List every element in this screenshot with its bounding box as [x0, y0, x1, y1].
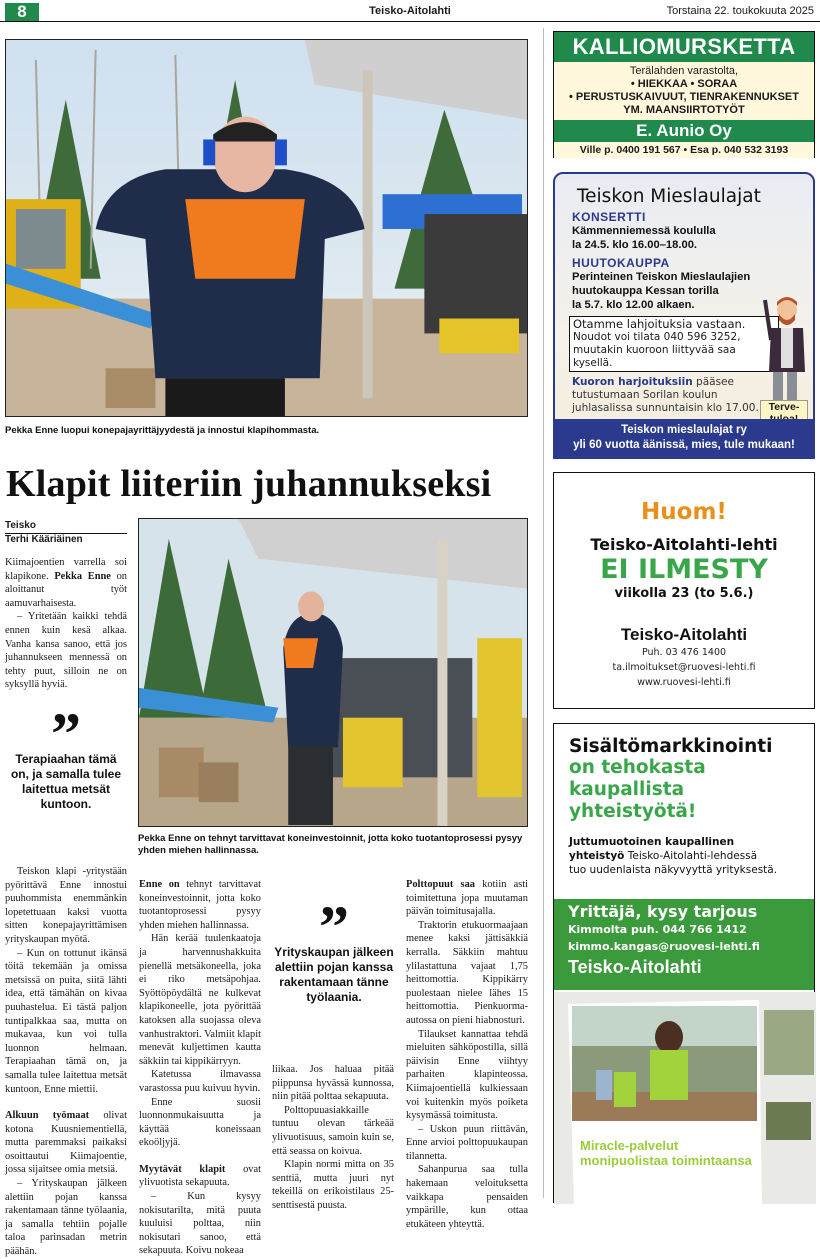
ad-kalliomursketta[interactable]: [553, 31, 815, 158]
ad-phone: Kimmolta puh. 044 766 1412: [568, 923, 747, 936]
article-headline: Klapit liiteriin juhannukseksi: [6, 463, 492, 505]
notice-week: viikolla 23 (to 5.6.): [614, 586, 754, 601]
notice-not-published: EI ILMESTY: [600, 554, 768, 585]
ad-line: • PERUSTUSKAIVUUT, TIENRAKENNUKSET: [569, 91, 799, 103]
sample-article-thumbnail: [554, 992, 814, 1204]
body-column-1: [5, 865, 127, 1259]
ad-body: Juttumuotoinen kaupallinen yhteistyö Teisko-Aitolahti-lehdessä tuo uudenlaista näkyvyyttä yrityksestä.: [569, 836, 778, 876]
practice-info: Kuoron harjoituksiin pääsee tutustumaan Sorilan koulun juhlasalissa sunnuntaisin klo 17.00.: [572, 376, 759, 414]
ad-title: KALLIOMURSKETTA: [554, 32, 814, 62]
page-number: 8: [5, 3, 39, 21]
issue-date: Torstaina 22. toukokuuta 2025: [666, 5, 814, 17]
sample-headline: Miracle-palvelut monipuolistaa toimintaansa: [580, 1138, 752, 1168]
notice-paper: Teisko-Aitolahti-lehti: [590, 535, 778, 554]
ad-subtitle: yhteistyötä!: [569, 801, 697, 822]
ad-contact-band: [554, 899, 814, 990]
donation-box: [569, 316, 779, 372]
paragraph: – Uskon puun riittävän, Enne arvioi polttopuukaupan tilannetta.: [406, 1123, 528, 1162]
paper-logo: Teisko-Aitolahti: [620, 625, 748, 644]
quote-mark-icon: ”: [319, 894, 349, 960]
ad-line: Noudot voi tilata 040 596 3252,: [573, 331, 741, 343]
man-with-ear-protectors-image: [6, 40, 527, 416]
pull-quote-1: [5, 701, 127, 812]
top-photo-caption: Pekka Enne luopui konepajayrittäjyydestä ja innostui klapihommasta.: [5, 425, 320, 436]
body-column-3: [272, 1063, 394, 1213]
paragraph: Polttopuut saa kotiin asti toimitettuna jopa muutaman päivän toimitusajalla.: [406, 879, 529, 918]
ad-line: Terälahden varastolta,: [629, 65, 739, 77]
notice-website[interactable]: www.ruovesi-lehti.fi: [637, 677, 731, 688]
ad-line: la 5.7. klo 12.00 alkaen.: [572, 299, 695, 311]
paragraph: – Kun on tottunut ikänsä töitä tekemään ja omissa metsissä on puita, siitä lähti idea, että tämähän on kivaa puuhastelua. Ei tästä paljon tuntipalkkaa saa, mutta on mukavaa, kun voi tulla luonnon helmaan. Terapiaahan tämä on, ja samalla tulee laitettua metsät kuntoon, Enne miettii.: [5, 947, 127, 1095]
paragraph: Sahanpurua saa tulla hakemaan veloituksetta vaikkapa pensaiden ympärille, kun ottaa etukäteen yhteyttä.: [406, 1164, 528, 1230]
notice-phone: Puh. 03 476 1400: [641, 647, 727, 658]
paragraph: Myytävät klapit ovat ylivuotista sekapuuta.: [139, 1163, 261, 1189]
notice-huom: Huom!: [641, 499, 727, 525]
body-column-2: [139, 878, 261, 1258]
ad-phones: Ville p. 0400 191 567 • Esa p. 040 532 3193: [554, 142, 814, 158]
ad-content-marketing[interactable]: [553, 723, 815, 1203]
second-photo-caption: Pekka Enne on tehnyt tarvittavat koneinvestoinnit, jotta koko tuotantoprosessi pysyy yhden miehen hallinnassa.: [138, 833, 523, 856]
ad-publication-notice[interactable]: [553, 472, 815, 709]
ad-teiskon-mieslaulajat[interactable]: [553, 172, 815, 459]
author-name: Terhi Kääriäinen: [5, 534, 83, 545]
paragraph: Enne on tehnyt tarvittavat koneinvestoinnit, jotta koko tuotantoprosessi pysyy yhden miehen hallinnassa.: [139, 879, 261, 931]
pull-quote-2: [270, 894, 398, 1005]
welcome-sign: Terve-: [760, 400, 808, 426]
paragraph: Teiskon klapi -yritystään pyörittävä Enne innostui puuhommista enemmänkin lopetettuaan kaksi vuotta sitten konepajayrittämisen yrityskaupan myötä.: [5, 866, 127, 945]
dateline-location: Teisko: [5, 520, 127, 534]
paragraph: Katetussa ilmavassa varastossa puu kuivuu hyvin.: [139, 1069, 261, 1094]
ad-company: E. Aunio Oy: [554, 120, 814, 142]
ad-title: Teiskon Mieslaulajat: [577, 186, 761, 207]
ad-line: Otamme lahjoituksia vastaan.: [573, 317, 746, 331]
notice-email[interactable]: ta.ilmoitukset@ruovesi-lehti.fi: [612, 662, 756, 673]
top-photo: [5, 39, 528, 417]
paragraph: Alkuun työmaat olivat kotona Kuusniementiellä, mutta paremmaksi paikaksi osoittautui Kiimajoentie, jossa sijaitsee omia metsiä.: [5, 1110, 127, 1176]
paragraph: Klapin normi mitta on 35 senttiä, mutta juuri nyt tekeillä on erikoistilaus 25-senttisestä puusta.: [272, 1159, 394, 1211]
page-header: [0, 0, 820, 22]
ad-subtitle: kaupallista: [569, 779, 685, 800]
body-column-4: [406, 878, 528, 1231]
paragraph: liikaa. Jos haluaa pitää piippunsa hyvässä kunnossa, niin pitää polttaa sekapuuta.: [272, 1064, 394, 1103]
ad-heading-concert: KONSERTTI: [572, 210, 646, 224]
paper-title: Teisko-Aitolahti: [369, 5, 451, 17]
ad-line: huutokauppa Kessan torilla: [572, 285, 719, 297]
pull-quote-2-text: Yrityskaupan jälkeen alettiin pojan kanssa rakentamaan tänne työlaania.: [274, 945, 394, 1004]
man-at-firewood-processor-image: [139, 519, 527, 826]
intro-paragraph-1: Kiimajoentien varrella soi klapikone. Pekka Enne on aloittanut työt aamuvarhaisesta.: [5, 557, 127, 609]
paragraph: Tilaukset kannattaa tehdä mieluiten sähköpostilla, sillä päivisin Enne viihtyy parhaiten klapinteossa. Kiimajoentiellä kulkiessaan voi kuitenkin myös poiketa kysymässä toimitusta.: [406, 1028, 528, 1122]
intro-paragraph-2: – Yritetään kaikki tehdä ennen kuin kesä alkaa. Vanha kansa sanoo, että jos juhannukseen mennessä on tehty puut, silloin ne on syksyllä hyviä.: [5, 611, 127, 691]
ad-line: YM. MAANSIIRTOTYÖT: [623, 104, 745, 116]
ad-cta: Yrittäjä, kysy tarjous: [568, 902, 758, 921]
paragraph: Traktorin etukuormaajaan menee kaksi jättisäkkiä kerralla. Säkkiin mahtuu ylilastattuna vajaat 1,75 heittomottia. Kippikärry puolestaan nielee lähes 15 heittomottia. Pienkuorma-autossa on pieni hiabnosturi.: [406, 919, 528, 1026]
ad-line: la 24.5. klo 16.00–18.00.: [572, 239, 698, 251]
ad-line: Kämmenniemessä koululla: [572, 225, 716, 237]
second-photo: [138, 518, 528, 827]
ad-line: muutakin kuoroon liittyvää saa kysellä.: [573, 344, 736, 369]
paragraph: – Kun kysyy nokisutarilta, mitä puuta kuuluisi polttaa, niin nokisutari sanoo, että sekapuuta. Koivu nokeaa: [139, 1191, 261, 1257]
paragraph: Polttopuuasiakkaille tuntuu olevan tärkeää ylivuotisuus, samoin kuin se, että seassa on koivua.: [272, 1104, 394, 1157]
paragraph: – Yrityskaupan jälkeen alettiin pojan kanssa rakentamaan tänne työlaania, ja samalla tehtiin pojalle taloa parinsadan metrin päähän.: [5, 1178, 127, 1258]
article-intro: [5, 556, 127, 692]
paragraph: Enne suosii luonnonmukaisuutta ja käyttää koneissaan ekoöljyjä.: [139, 1096, 261, 1149]
quote-mark-icon: ”: [51, 701, 81, 767]
byline: [5, 520, 127, 546]
column-divider: [543, 28, 544, 1198]
paragraph: Hän kerää tuulenkaatoja ja harvennushakkuita pienellä metsäkoneella, joka ei riko metsäpohjaa. Syöttöpöydältä ne kulkevat klapikoneelle, jota pyörittää katoksen alla suojassa oleva vanhustraktori. Valmiit klapit menevät kuljettimen kautta säkkiin tai kippikärryyn.: [139, 933, 261, 1067]
paper-logo: Teisko-Aitolahti: [568, 957, 702, 977]
singer-figure-icon: [757, 292, 809, 402]
ad-footer: Teiskon mieslaulajat ry yli 60 vuotta äänissä, mies, tule mukaan!: [555, 419, 813, 457]
ad-title: Sisältömarkkinointi: [569, 736, 773, 757]
ad-line: Perinteinen Teiskon Mieslaulajien: [572, 271, 751, 283]
sample-article-image: [554, 992, 816, 1204]
ad-line: • HIEKKAA • SORAA: [630, 78, 738, 90]
ad-subtitle: on tehokasta: [569, 757, 706, 778]
pull-quote-1-text: Terapiaahan tämä on, ja samalla tulee laitettua metsät kuntoon.: [10, 752, 122, 811]
ad-email[interactable]: kimmo.kangas@ruovesi-lehti.fi: [568, 940, 760, 953]
ad-heading-auction: HUUTOKAUPPA: [572, 256, 670, 270]
